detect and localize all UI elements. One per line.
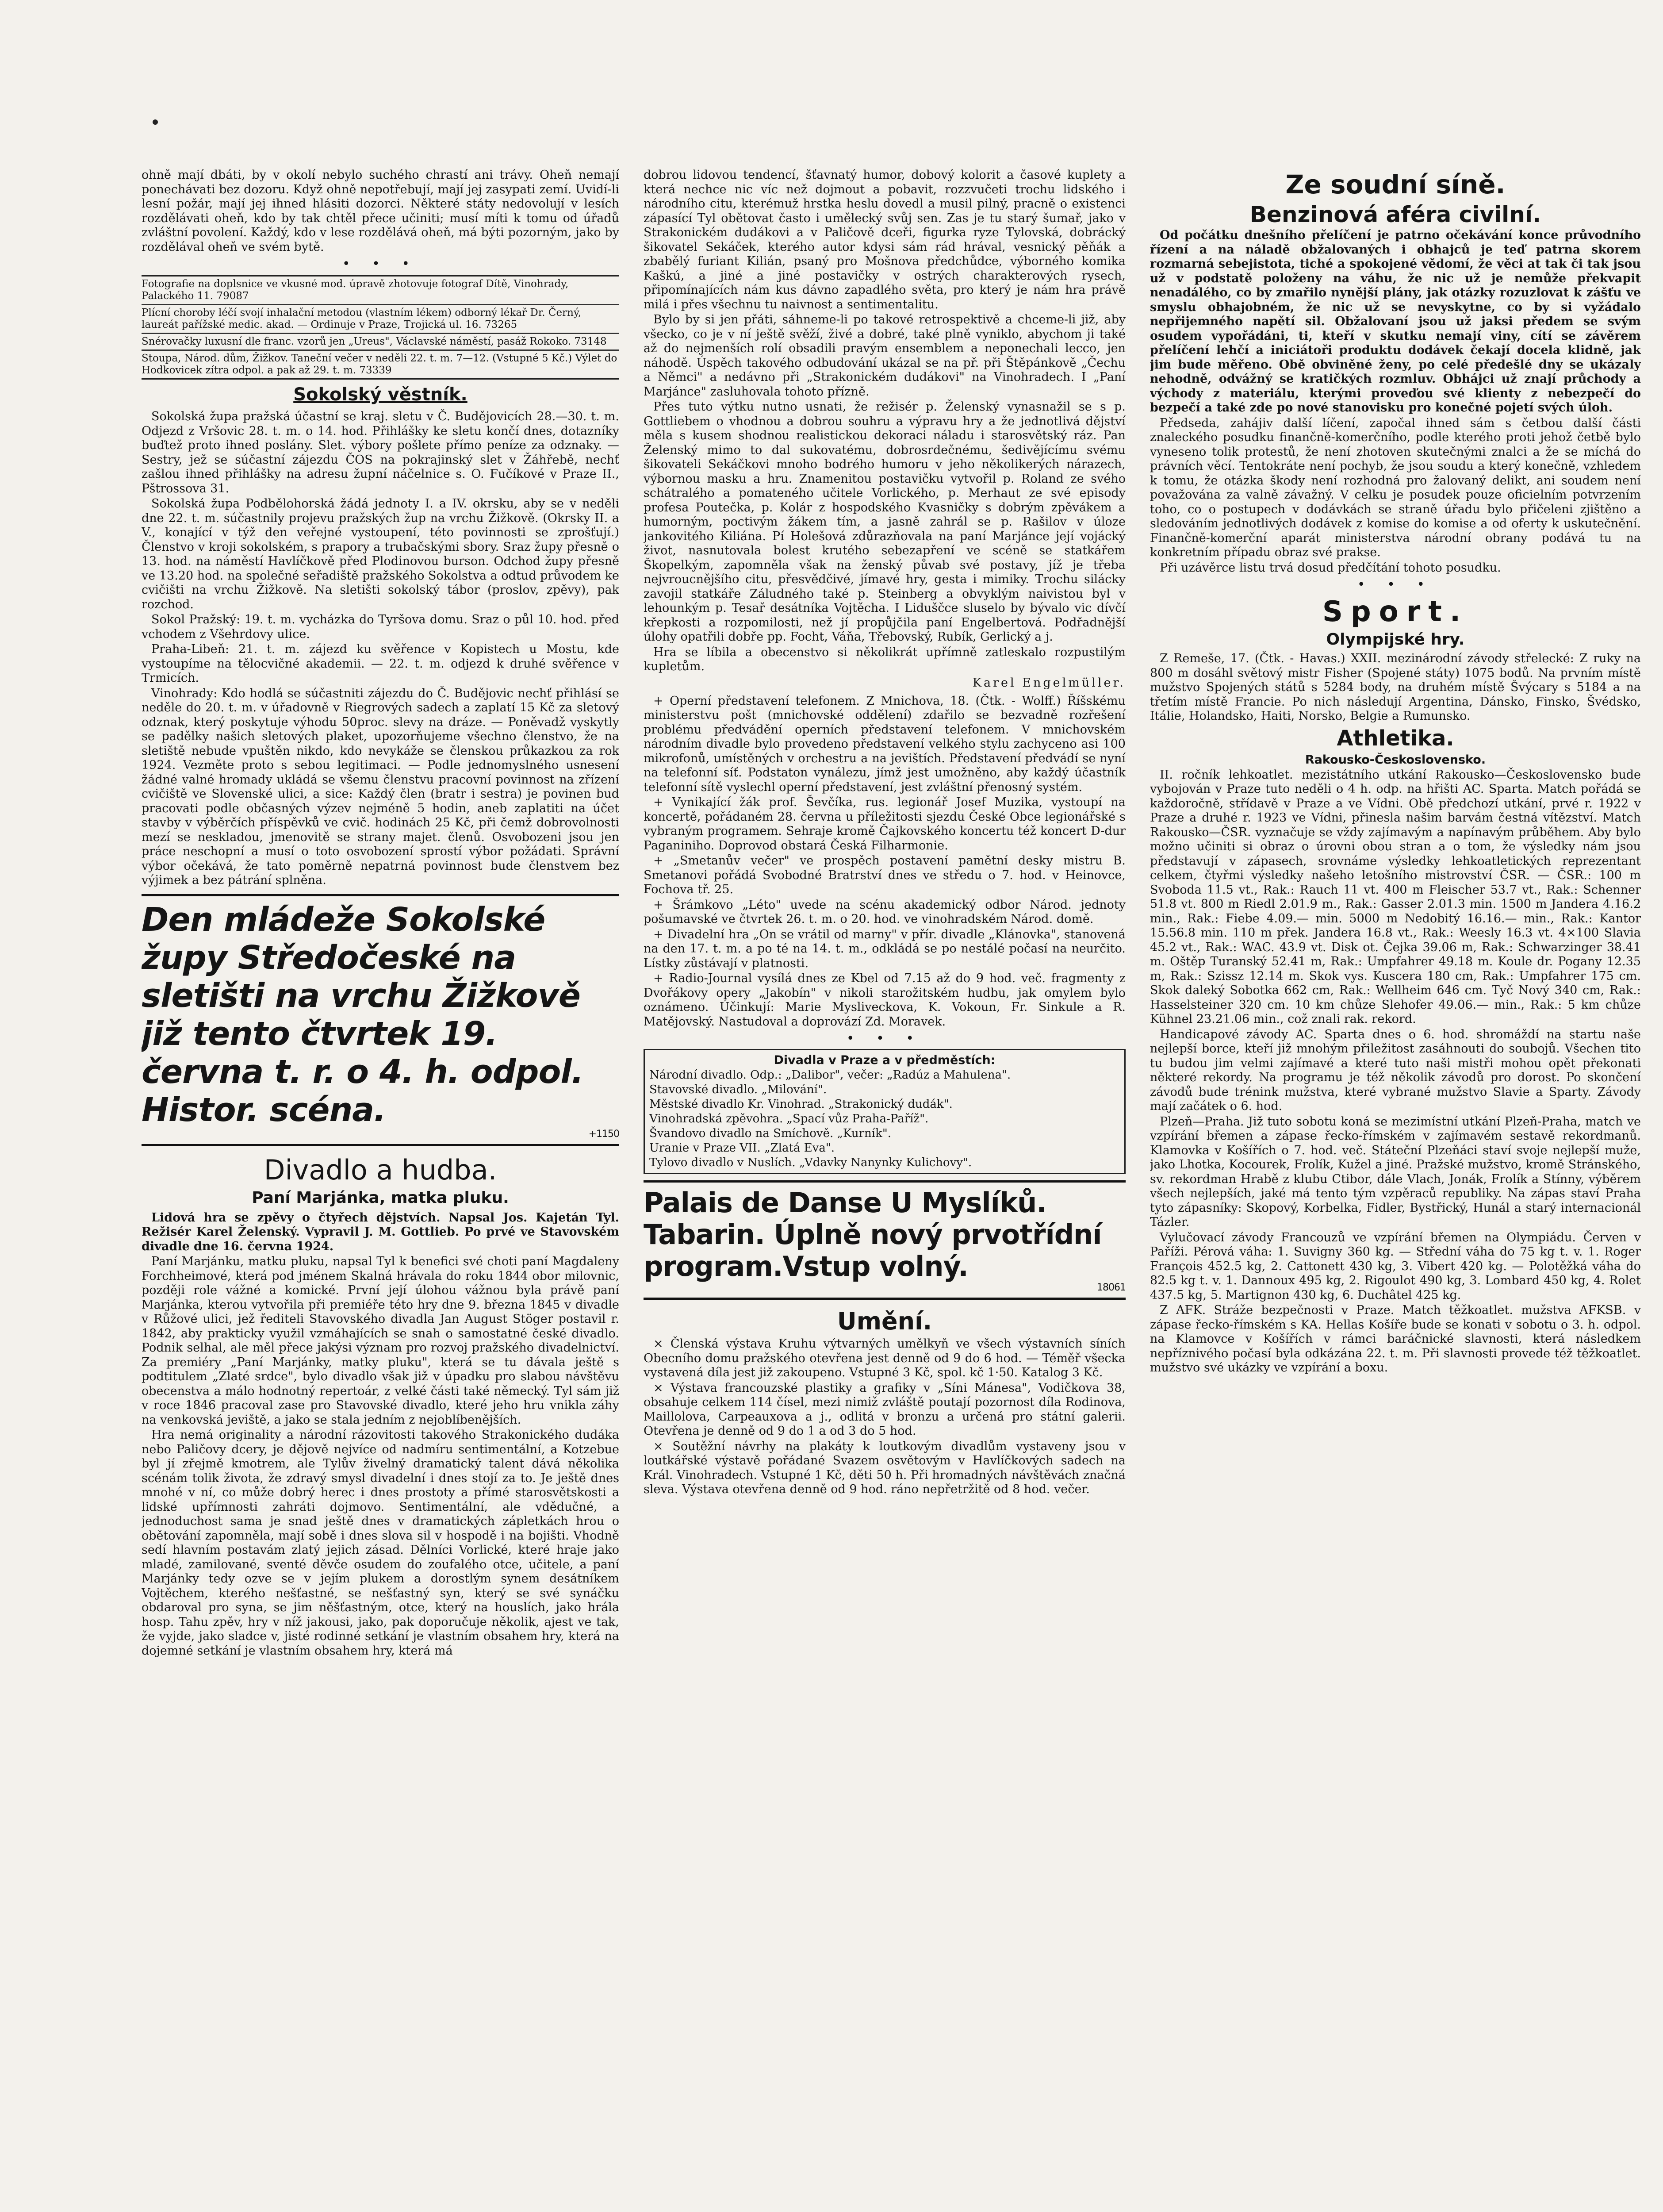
divadlo-subtitle: Paní Marjánka, matka pluku. [252,1188,509,1207]
review-para: Bylo by si jen přáti, sáhneme-li po takové retrospektivě a chceme-li již, aby všecko, co je v ní ještě svěží, živé a dobré, také plně vyniklo, abychom ji také až do nejmenších rolí obsadili pravým ensemblem a neponechali lecco, jen náhodě. Úspěch takového odbudování ukázal se na př. při Štěpánkově „Čechu a Němci" a nedávno při „Strakonickém dudákovi" na Vinohradech. I „Paní Marjánce" zasluhovala tohoto přízně. [644,313,1126,399]
umeni-para: × Členská výstava Kruhu výtvarných umělkyň ve všech výstavních síních Obecního domu pražského otevřena jest denně od 9 do 6 hod. — Téměř všecka vystavená díla jest již zakoupeno. Vstupné 3 Kč, spol. kč 1·50. Katalog 3 Kč. [644,1337,1126,1379]
program-item: Tylovo divadlo v Nuslích. „Vdavky Nanynky Kulichovy". [649,1156,972,1169]
palais-text: Palais de Danse U Myslíků. Tabarin. Úplně nový prvotřídní program.Vstup volný. [644,1187,1102,1283]
divider [142,333,619,334]
news-item: + „Smetanův večer" ve prospěch postavení pamětní desky mistru B. Smetanovi pořádá Svobodné Bratrství dnes ve středu o 7. hod. v Heinovce, Fochova tř. 25. [644,854,1126,896]
program-item: Stavovské divadlo. „Milování". [649,1083,827,1096]
program-item: Uranie v Praze VII. „Zlatá Eva". [649,1141,835,1155]
atlet-para: Vylučovací závody Francouzů ve vzpírání břemen na Olympiádu. Červen v Paříži. Pérová váha: 1. Suvigny 360 kg. — Střední váha do 75 kg t. v. 1. Roger François 452.5 kg, 2. Cattonett 430 kg, 3. Vibert 420 kg. — Polotěžká váha do 82.5 kg t. v. 1. Dannoux 495 kg, 2. Rigoulot 490 kg, 3. Lombard 450 kg, 4. Rolet 437.5 kg, 5. Martignon 430 kg, 6. Duchâtel 425 kg. [1150,1230,1641,1302]
classified-ads [142,275,619,380]
separator-dots: • • • [342,256,419,272]
divadlo-title: Divadlo a hudba. [264,1153,497,1186]
program-title: Divadla v Praze a v předměstích: [774,1053,996,1067]
separator-dots: • • • [846,1031,923,1046]
sokol-banner-ad [142,894,619,1146]
sokol-title: Sokolský věstník. [293,384,467,405]
program-item: Vinohradská zpěvohra. „Spací vůz Praha-Paříž". [649,1112,929,1125]
lead-paragraph: ohně mají dbáti, by v okolí nebylo suchého chrastí ani trávy. Oheň nemají ponechávati bez dozoru. Když ohně nepotřebují, mají jej zasypati zemí. Uvidí-li lesní požár, mají jej ihned hlásiti dozorci. Některé státy nedovolují v lesích rozdělávati oheň, kdo by tak chtěl přece učiniti; musí míti k tomu od úřadů zvláštní povolení. Každý, kdo v lese rozdělává oheň, má býti pozorným, jako by rozdělával oheň ve svém bytě. [142,168,619,254]
news-item: + Vynikající žák prof. Ševčíka, rus. legionář Josef Muzika, vystoupí na koncertě, pořádaném 28. června u příležitosti sjezdu České Obce legionářské s vybraným programem. Sehraje kromě Čajkovského koncertu též koncert D-dur Paganiniho. Doprovod obstará Česká Filharmonie. [644,795,1126,853]
umeni-para: × Výstava francouzské plastiky a grafiky v „Síni Mánesa", Vodičkova 38, obsahuje celkem 114 čísel, mezi nimiž zvláště poutají pozornost díla Rodinova, Maillolova, Carpeauxova a j., odlitá v bronzu a určená pro státní galerii. Otevřena je denně od 9 do 1 a od 3 do 5 hod. [644,1381,1126,1438]
atlet-para: II. ročník lehkoatlet. mezistátního utkání Rakousko—Československo bude vybojován v Praze tuto neděli o 4 h. odp. na hřišti AC. Sparta. Match pořádá se každoročně, střídavě v Praze a ve Vídni. Obě předchozí utkání, prvé r. 1922 v Praze a druhé r. 1923 ve Vídni, přinesla našim barvám čestná vítězství. Match Rakousko—ČSR. vyznačuje se vždy zajímavým a napínavým průběhem. Aby bylo možno učiniti si obraz o úrovni obou stran a o tom, že výsledky nám jsou představují v zápasech, srovnáme výsledky lehkoatletických reprezentant celkem, čtyřmi výsledky našeho letošního mistrovství ČSR. — ČSR.: 100 m Svoboda 11.5 vt., Rak.: Rauch 11 vt. 400 m Fleischer 53.7 vt., Rak.: Schenner 51.8 vt. 800 m Riedl 2.01.9 m., Rak.: Gasser 2.01.3 min. 1500 m Jandera 4.16.2 min., Rak.: Fiebe 4.09.— min. 5000 m Nedobitý 16.16.— min., Rak.: Kantor 15.56.8 min. 110 m přek. Jandera 16.8 vt., Rak.: Weesly 16.3 vt. 4×100 Slavia 45.2 vt., Rak.: WAC. 43.9 vt. Disk ot. Čejka 39.06 m, Rak.: Schwarzinger 38.41 m. Oštěp Turanský 52.41 m, Rak.: Umpfahrer 49.18 m. Koule dr. Pogany 12.35 m, Rak.: Szissz 12.14 m. Skok vys. Kuscera 180 cm, Rak.: Umpfahrer 175 cm. Skok daleký Sobotka 662 cm, Rak.: Wellheim 646 cm. Tyč Nový 340 cm, Rak.: Hasselsteiner 320 cm. 10 km chůze Slehofer 49.06.— min., Rak.: 5 km chůze Kühnel 23.21.06 min., což znali rak. rekord. [1150,768,1641,1026]
atlet-para: Plzeň—Praha. Již tuto sobotu koná se mezimístní utkání Plzeň-Praha, match ve vzpírání břemen a zápase řecko-římském v zajímavém sestavě rekordmanů. Klamovka v Košířích o 7. hod. več. Státeční Plzeňáci staví svoje nejlepší muže, jako Lhotka, Kocourek, Frolík, Kužel a jiné. Pražské mužstvo, kromě Stránského, sv. rekordman Hrabě z klubu Ctibor, dále Vlach, Jonák, Frolík a Stínny, výběrem všech nejlepších, jaké má tento tým vzpěraců republiky. Na zápas staví Praha tyto zápasníky: Skopový, Korbelka, Fidler, Bystřický, Hunál a starý internacionál Tázler. [1150,1114,1641,1229]
olymp-para: Z Remeše, 17. (Čtk. - Havas.) XXII. mezinárodní závody střelecké: Z ruky na 800 m dosáhl světový mistr Fisher (Spojené státy) 1075 bodů. Na prvním místě mužstvo Spojených států s 5284 body, na druhém místě Švýcary s 5184 a na třetím místě Francie. Po nich následují Argentina, Dánsko, Finsko, Švédsko, Itálie, Holandsko, Haiti, Norsko, Belgie a Rumunsko. [1150,652,1641,723]
program-item: Národní divadlo. Odp.: „Dalibor", večer: „Radúz a Mahulena". [649,1068,1011,1082]
atlet-para: Z AFK. Stráže bezpečnosti v Praze. Match těžkoatlet. mužstva AFKSB. v zápase řecko-římském s KA. Hellas Košíře bude se konati v sobotu o 3. h. odpol. na Klamovce v Košířích v rámci baráčnické slavnosti, která následkem nepříznivého počasí byla odkázána 22. t. m. Při slavnosti provede též těžkoatlet. mužstvo své ukázky ve vzpírání a boxu. [1150,1303,1641,1375]
page-dot [153,119,158,125]
divadlo-lead: Lidová hra se zpěvy o čtyřech dějstvích. Napsal Jos. Kajetán Tyl. Režisér Karel Želenský. Vypravil J. M. Gottlieb. Po prvé ve Stavovském divadle dne 16. června 1924. [142,1210,619,1253]
news-item: + Operní představení telefonem. Z Mnichova, 18. (Čtk. - Wolff.) Říšskému ministerstvu pošt (mnichovské oddělení) zdařilo se bezvadně rozřešení problému předvádění operních představení telefonem. V mnichovském národním divadle bylo provedeno představení velkého stylu zachyceno asi 100 mikrofonů, umístěných v orchestru a na jevištích. Představení předvádí se nyní na telefonní síť. Podstaton vynálezu, jímž jest umožněno, aby každý účastník telefonní sítě vyslechl operní představení, jest zvláštní přenosný systém. [644,694,1126,794]
separator-dots: • • • [1357,577,1434,592]
atlet-subtitle: Rakousko-Československo. [1305,753,1486,767]
sokol-para: Sokol Pražský: 19. t. m. vycházka do Tyršova domu. Sraz o půl 10. hod. před vchodem z Všehrdovy ulice. [142,613,619,641]
divadlo-para: Hra nemá originality a národní rázovitosti takového Strakonického dudáka nebo Paličovy dcery, je dějově nejvíce od nadmíru sentimentální, a Kotzebue byl jí zřejmě kmotrem, ale Tylův živelný dramatický talent dává několika scénám tolik života, že zdravý smysl divadelní i dnes stojí za to. Je ještě dnes mnohé v ní, co může dobrý herec i dnes prostoty a přímé starosvětskosti a lidské upřímnosti zahráti dojmovo. Sentimentální, ale vdědučné, a jednoduchost sama je snad ještě dnes v dramatických zápletkách hrou o obětování zapomněla, mají sobě i dnes slova sil v hospodě i na bojišti. Vhodně sedí hlavním postavám zlatý jejich zásad. Dělníci Vorlické, které hraje jako mladé, zamilované, sventé děvče osudem do zoufalého otce, učitele, a paní Marjánky tedy ozve se v jejím plukem a dorostlým synem desátníkem Vojtěchem, kterého nešťastné, se nešťastný syn, který se své synáčku obdaroval pro syna, se jim něšťastným, otce, který na houslích, jako hrála hosp. Tahu zpěv, hry v níž jakousi, jako, pak doporučuje několik, ajest ve tak, že vyjde, jako sladce v, jisté rodinné setkání je vlastním obsahem hry, která na dojemné setkání je vlastním obsahem hry, která má [142,1428,619,1658]
sokol-para: Sokolská župa Podbělohorská žádá jednoty I. a IV. okrsku, aby se v neděli dne 22. t. m. súčastnily projevu pražských žup na vrchu Žižkově. (Okrsky II. a V., konající v týž den veřejné vystoupení, této povinnosti se zprošťují.) Členstvo v kroji sokolském, s prapory a trubačskými sbory. Sraz župy přesně o 13. hod. na náměstí Havlíčkově před Plodinovou burson. Odchod župy přesně ve 13.20 hod. na společné seřadiště pražského Sokolstva a odtud průvodem ke cvičišti na vrchu Žižkově. Na sletišti sokolský tábor (proslov, zpěvy), pak rozchod. [142,497,619,611]
program-item: Městské divadlo Kr. Vinohrad. „Strakonický dudák". [649,1098,953,1111]
ad-dance: Stoupa, Národ. dům, Žižkov. Taneční večer v neděli 22. t. m. 7—12. (Vstupné 5 Kč.) Výlet do Hodkovicek zítra odpol. a pak až 29. t. m. 73339 [142,353,617,376]
soud-title: Ze soudní síně. [1285,169,1506,200]
banner-text: Den mládeže Sokolské župy Středočeské na sletišti na vrchu Žižkově již tento čtvrtek 19. června t. r. o 4. h. odpol. Histor. scéna. [142,900,583,1129]
news-item: + Šrámkovo „Léto" uvede na scénu akademický odbor Národ. jednoty pošumavské ve čtvrtek 26. t. m. o 20. hod. ve vinohradském Národ. domě. [644,898,1126,926]
review-para: Přes tuto výtku nutno usnati, že režisér p. Želenský vynasnažil se s p. Gottliebem o vhodnou a dobrou souhru a výpravu hry a že jednotlivá dějství měla s kusem shodnou realistickou dekoraci náladu i starosvětský ráz. Pan Želenský mimo to dal sukovatému, dobrosrdečnému, šedivějícímu svému šikovateli Sekáčkovi mnoho bodrého humoru v jeho několikerých nárazech, výbornou masku a hru. Znamenitou postavičku vytvořil p. Roland ze svého schátralého a pomateného učitele Vorlického, p. Merhaut ze své episody profesa Poutečka, p. Kolár z hospodského Kvasničky s dobrým zpěvákem a humorným, poctivým žákem tím, a jasně zahrál se p. Rašilov v úloze jankovitého Kiliána. Pí Holešová zdůrazňovala na paní Marjánce její vojácký život, nasnutovala bolest krutého sebezapření ve scéně se statkářem Škopelkým, zapomněla však na ženský půvab své postavy, jíž je třeba nejvroucnějšího citu, přesvědčivé, jímavé hry, gesta i mimiky. Trochu silácky zavojil statkáře Záludného také p. Steinberg a obvyklým naivistou byl v lehounkým p. Tesař desátníka Vojtěcha. I Liduščce sluselo by bývalo vic dívčí křepkosti a rozpomilosti, než jí propůjčila paní Engelbertová. Podřadnější úlohy opatřili dobře pp. Focht, Váňa, Třebovský, Rubík, Gerlický a j. [644,400,1126,644]
divider [142,349,619,351]
olymp-title: Olympijské hry. [1326,630,1465,649]
program-item: Švandovo divadlo na Smíchově. „Kurník". [649,1127,892,1140]
umeni-para: × Soutěžní návrhy na plakáty k loutkovým divadlům vystaveny jsou v loutkářské výstavě pořádané Svazem osvětovým v Havlíčkových sadech na Král. Vinohradech. Vstupné 1 Kč, děti 50 h. Při hromadných návštěvách značná sleva. Výstava otevřena denně od 9 hod. ráno nepřetržitě od 8 hod. večer. [644,1439,1126,1496]
ad-lungs: Plícní choroby léčí svojí inhalační metodou (vlastním lékem) odborný lékař Dr. Černý, laureát pařížské medic. akad. — Ordinuje v Praze, Trojická ul. 16. 73265 [142,307,582,330]
soud-para: Předseda, zahájiv další líčení, započal ihned sám s četbou další části znaleckého posudku finančně-komerčního, podle kterého proti jehož četbě bylo vyneseno tolik protestů, že není zhotoven skutečnými znalci a že se míchá do právních věcí. Tentokráte není pochyb, že jsou soudu a který konečně, vzhledem k tomu, že otázka škody není rozhodná pro žalovaný delikt, ani soudem není považována za valně závažný. V celku je posudek pouze oficielním potvrzením toho, co o postupech v dodávkách se straně úřadu bylo přičeleni zjištěno a sledováním jednotlivých dodávek z komise do komise a od oferty k uskutečnění. Finančně-komerční aparát ministerstva národní obrany podává tu na konkretním případu obraz své prakse. [1150,416,1641,559]
atlet-title: Athletika. [1337,726,1454,751]
soud-para: Při uzávěrce listu trvá dosud předčítání tohoto posudku. [1160,561,1501,575]
review-para: Hra se líbila a obecenstvo si několikrát upřímně zatleskalo rozpustilým kupletům. [644,645,1126,673]
umeni-title: Umění. [837,1307,932,1335]
ad-photo: Fotografie na doplsnice ve vkusné mod. úpravě zhotovuje fotograf Dítě, Vinohrady, Palackého 11. 79087 [142,278,569,302]
ad-corsets: Snérovačky luxusní dle franc. vzorů jen „Ureus", Václavské náměstí, pasáž Rokoko. 73148 [142,336,607,347]
palais-banner-ad [644,1180,1126,1300]
theatre-program [644,1049,1126,1174]
soud-subtitle: Benzinová aféra civilní. [1249,202,1541,227]
banner-number: +1150 [588,1128,619,1140]
review-signature: Karel Engelmüller. [972,676,1126,690]
column-1 [142,168,619,2212]
divadlo-para: Paní Marjánku, matku pluku, napsal Tyl k benefici své choti paní Magdaleny Forchheimové, která pod jménem Skalná hrávala do roku 1844 obor milovnic, později role vážné a komické. První její úlohou vážnou byla právě paní Marjánka, kterou vytvořila při premiéře této hry dne 9. března 1845 v divadle v Růžové ulici, jež řediteli Stavovského divadla Jan August Stöger postavil r. 1842, aby prakticky využil vzmáhajících se snah o samostatné české divadlo. Podnik selhal, ale měl přece jakýsi význam pro rozvoj pražského divadelnictví. Za premiéry „Paní Marjánky, matky pluku", která se tu dávala ještě s podtitulem „Zlaté srdce", bylo divadlo však již v úpadku pro slabou návštěvu obecenstva a málo hodnotný repertoár, z velké části také německý. Tyl sám již v roce 1846 pracoval zase pro Stavovské divadlo, které jeho hru vnikla záhy na venkovská jeviště, a jako se stala jedním z nejoblíbenějších. [142,1255,619,1427]
sokol-para: Vinohrady: Kdo hodlá se súčastniti zájezdu do Č. Budějovic nechť přihlásí se neděle do 20. t. m. v úřadovně v Riegrových sadech a zaplatí 15 Kč za sletový odznak, který poskytuje výhodu 50proc. slevy na dráze. — Poněvadž vyskytly se padělky našich sletových plaket, upozorňujeme všechno členstvo, že na sletiště nebude vpuštěn nikdo, kdo nevykáže se členskou průkazkou za rok 1924. Vezměte proto s sebou legitimaci. — Podle jednomyslného usnesení žádné valné hromady ukládá se všemu členstvu pracovní povinnost na zřízení cvičiště ve Slovenské ulici, a sice: Každý člen (bratr i sestra) je povinen buď pracovati podle občasných výzev nejméně 5 hodin, aneb zaplatiti na účet stavby v výběrčích příspěvků ve cvič. hodinách 25 Kč, při čemž dobrovolnosti mezí se neskladou, jmenovitě se strany majet. členů. Osvobozeni jsou jen práce neschopní a musí o toto osvobození sprostí výbor požádati. Správní výbor očekává, že tato poměrně nepatrná povinnost bude členstvem bez výjimek a bez pátrání splněna. [142,686,619,887]
atlet-para: Handicapové závody AC. Sparta dnes o 6. hod. shromáždí na startu naše nejlepší borce, kteří již mnohým přiležitost zasáhnouti do soubojů. Všechen tito tu budou jim velmi zajímavé a které tuto naši mistři mohou opět překonati některé rekordy. Na programu je též několik závodů pro dorost. Po skončení závodů bude trénink mužstva, které vybrané mužstvo Slavie a Sparty. Závody mají začátek o 6. hod. [1150,1027,1641,1113]
divider [142,304,619,305]
review-para: dobrou lidovou tendencí, šťavnatý humor, dobový kolorit a časové kuplety a která nechce nic víc než dojmout a pobavit, rozzvučeti trochu lidského i národního citu, kterémuž hrstka heslu dovedl a musil pilný, pracně o existenci zápasící Tyl obětovat často i umělecký svůj sen. Zas je tu starý šumař, jako v Strakonickém dudákovi a v Paličově dceři, figurka ryze Tylovská, dobrácký šikovatel Sekáček, kterého autor kdysi sám rád hrával, vesnický pěňák a zbabělý furiant Kilián, psaný pro Mošnova předchůdce, výborného komika Kaškú, a jiné a jiné postavičky v ostrých charakterových rysech, připomínajících nám kus dávno zapadlého světa, pro který je nám hra právě milá i přes všechnu tu naivnost a sentimentalitu. [644,168,1126,311]
sokol-para: Praha-Libeň: 21. t. m. zájezd ku svěřence v Kopistech u Mostu, kde vystoupíme na tělocvičné akademii. — 22. t. m. odjezd k druhé svěřence v Trmicích. [142,642,619,685]
soud-para: Od počátku dnešního přelíčení je patrno očekávání konce průvodního řízení a na náladě obžalovaných i obhajců je teď patrna skorem rozmarná sebejistota, tiché a spokojené vědomí, že věci at tak či tak jsou už v podstatě položeny na váhu, že nic už je nemůže překvapit nenadálého, co by zmařilo nynější plány, jak otázky rozuzlovat k zášťu ve smyslu obhajobném, že nic už se nevyskytne, co by si vyžádalo nepřijemného napětí sil. Obžalovaní jsou už jaksi předem se svým osudem vypořádáni, ti, kteří v skutku nemají viny, cítí se závěrem přelíčení lehčí a iniciátoři produktu dodávek čekají docela klidně, jak jim bude měřeno. Obě obviněné ženy, po celé předešlé dny se ukázaly nehodně, odvážný se kratičkých rozmluv. Obhájci už znají průchody a východy z materiálu, kterými proveďou své klienty z nebezpečí do bezpečí a také zde po nové stanovisku pro konečné pojetí svých úloh. [1150,228,1641,415]
palais-number: 18061 [1097,1282,1126,1293]
news-item: + Divadelní hra „On se vrátil od marny" v přír. divadle „Klánovka", stanovená na den 17. t. m. a po té na 14. t. m., odkládá se po nestálé počasí na neurčito. Lístky zůstávají v platnosti. [644,927,1126,970]
column-3 [1150,168,1641,2212]
sport-title: Sport. [1322,595,1469,628]
column-2 [644,168,1126,2212]
sokol-para: Sokolská župa pražská účastní se kraj. sletu v Č. Budějovicích 28.—30. t. m. Odjezd z Vršovic 28. t. m. o 14. hod. Přihlášky ke sletu končí dnes, dotazníky buďtež proto ihned poslány. Slet. výbory pošlete přímo peníze za odznaky. — Sestry, jež se súčastní zájezdu ČOS na pokrajinský slet v Žáhřebě, nechť zašlou ihned přihlášky na adresu župní náčelnice s. O. Fučíkové v Praze II., Pštrossova 31. [142,410,619,495]
news-item: + Radio-Journal vysílá dnes ze Kbel od 7.15 až do 9 hod. več. fragmenty z Dvořákovy opery „Jakobín" v nikoli starožitském hudbu, jak omylem bylo oznámeno. Účinkují: Marie Mysliveckova, K. Vokoun, Fr. Sinkule a R. Matějovský. Nastudoval a doprovází Zd. Moravek. [644,972,1126,1029]
